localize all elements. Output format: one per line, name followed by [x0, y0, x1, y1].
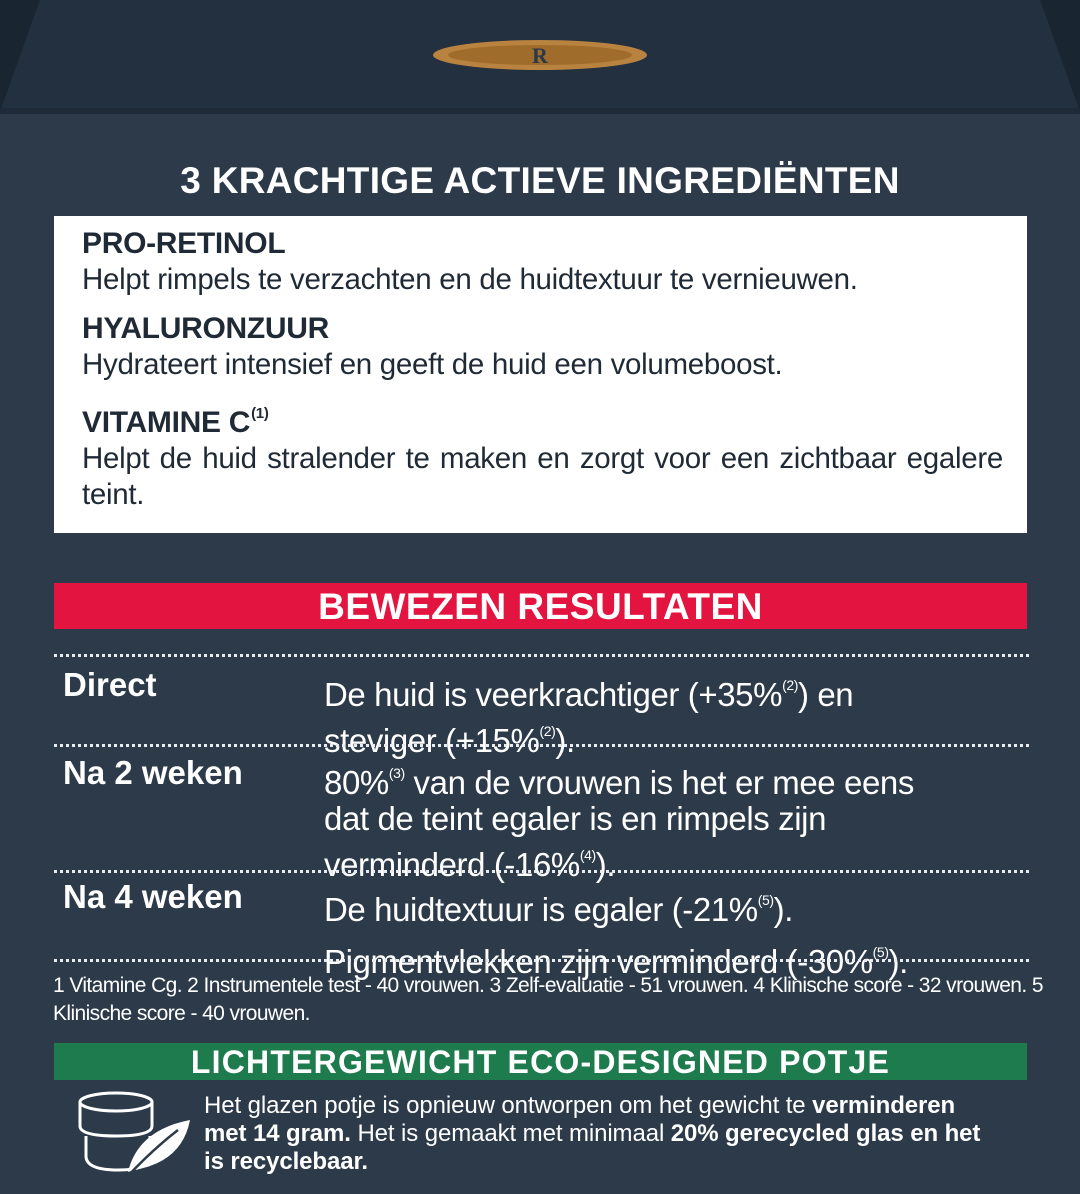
ingredient-description: Helpt de huid stralender te maken en zorgt voor een zichtbaar egalere teint. — [82, 442, 1003, 511]
result-line — [324, 755, 1034, 801]
result-line-text: ). — [888, 943, 908, 980]
result-line-text: De huidtextuur is egaler (-21% — [324, 891, 758, 928]
ingredient-item — [82, 226, 1003, 298]
dotted-divider — [54, 654, 1029, 657]
ingredient-description: Hydrateert intensief en geeft de huid een volumeboost. — [82, 348, 783, 381]
footnote-marker: (1) — [251, 405, 269, 422]
ingredient-name-text: VITAMINE C — [82, 406, 251, 439]
dotted-divider — [54, 744, 1029, 747]
footnote-marker: (4) — [579, 847, 596, 863]
glass-jar-leaf-icon — [78, 1090, 198, 1182]
result-label: Direct — [63, 666, 157, 703]
eco-description — [204, 1092, 1004, 1176]
result-line-text: van de vrouwen is het er mee eens — [404, 764, 914, 801]
eco-banner: LICHTERGEWICHT ECO-DESIGNED POTJE — [54, 1043, 1027, 1080]
footnote-marker: (2) — [539, 723, 556, 739]
ingredient-item — [82, 311, 1003, 383]
footnote-marker: (3) — [388, 765, 405, 781]
box-lid — [0, 0, 1080, 118]
result-line — [324, 713, 1034, 759]
footnote-marker: (5) — [872, 944, 889, 960]
result-line-text: De huid is veerkrachtiger (+35% — [324, 676, 783, 713]
result-line — [324, 801, 1034, 837]
ingredient-name: PRO-RETINOL — [82, 227, 286, 260]
dotted-divider — [54, 870, 1029, 873]
ingredient-name: HYALURONZUUR — [82, 312, 329, 345]
result-line-text: Pigmentvlekken zijn verminderd (-30% — [324, 943, 873, 980]
result-line-text: dat de teint egaler is en rimpels zijn — [324, 800, 827, 837]
result-line-text: verminderd (-16% — [324, 846, 580, 883]
result-line — [324, 879, 1034, 931]
result-line-text: steviger (+15% — [324, 722, 540, 759]
result-text — [324, 879, 1034, 983]
footnote-marker: (2) — [782, 677, 798, 693]
eco-text-bold: 20% gerecycled glas en het is recyclebaar. — [204, 1120, 981, 1175]
result-line-text: 80% — [324, 764, 389, 801]
result-line-text: ). — [595, 846, 616, 883]
result-label: Na 4 weken — [63, 878, 243, 915]
loreal-logo-icon — [432, 38, 648, 72]
footnotes: 1 Vitamine Cg. 2 Instrumentele test - 40 vrouwen. 3 Zelf-evaluatie - 51 vrouwen. 4 Klinische score - 32 vrouwen. 5 Klinische score - 40 vrouwen. — [53, 974, 1043, 1025]
result-label: Na 2 weken — [63, 754, 243, 791]
result-text — [324, 755, 1034, 883]
dotted-divider — [54, 959, 1029, 962]
ingredient-description: Helpt rimpels te verzachten en de huidtextuur te vernieuwen. — [82, 263, 858, 296]
svg-text:R: R — [532, 43, 548, 68]
eco-text-bold: verminderen met 14 gram. — [204, 1092, 956, 1147]
result-line-text: ) en — [798, 676, 854, 713]
footnote-marker: (5) — [757, 892, 774, 908]
eco-text-part: Het is gemaakt met minimaal — [350, 1120, 671, 1147]
result-line — [324, 667, 1034, 713]
ingredients-panel — [54, 216, 1027, 533]
results-banner: BEWEZEN RESULTATEN — [54, 583, 1027, 629]
ingredients-heading: 3 KRACHTIGE ACTIEVE INGREDIËNTEN — [180, 160, 900, 201]
result-line-text: ). — [555, 722, 575, 759]
ingredient-item — [82, 396, 1003, 513]
result-line-text: ). — [773, 891, 794, 928]
result-line — [324, 837, 1034, 883]
eco-text-part: Het glazen potje is opnieuw ontworpen om het gewicht te — [204, 1092, 813, 1119]
ingredient-name — [82, 396, 1003, 441]
